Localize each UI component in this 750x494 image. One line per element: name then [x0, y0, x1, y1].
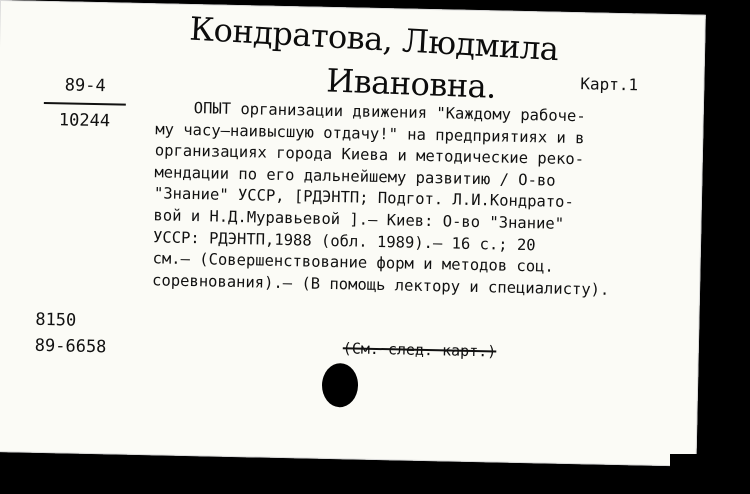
struck-continuation-note	[343, 339, 497, 360]
punch-hole-icon	[322, 363, 359, 408]
description-line: му часу–наивысшую отдачу!" на предприятиях и в	[155, 119, 585, 147]
scan-corner	[670, 454, 750, 494]
description-line: см.– (Совершенствование форм и методов соц.	[152, 249, 555, 276]
bibliographic-description	[152, 97, 696, 303]
author-handwritten-line1: Кондратова, Людмила	[188, 9, 560, 69]
description-line: мендации по его дальнейшему развитию / О-во	[154, 163, 556, 190]
description-line: УССР: РДЭНТП,1988 (обл. 1989).– 16 с.; 20	[152, 227, 536, 254]
description-line: вой и Н.Д.Муравьевой ].– Киев: О-во "Знание"	[153, 206, 565, 233]
description-line: соревнования).– (В помощь лектору и специалисту).	[151, 271, 610, 299]
shelf-code-upper: 89-4	[64, 75, 106, 97]
inventory-code-2: 89-6658	[34, 335, 107, 358]
card-number: Карт.1	[580, 74, 639, 95]
description-line: организациях города Киева и методические реко-	[154, 141, 585, 169]
description-line: "Знание" УССР, [РДЭНТП; Подгот. Л.И.Кондрато-	[153, 184, 575, 212]
shelf-code-lower: 10244	[58, 110, 111, 132]
struck-note-text: (См. след. карт.)	[342, 339, 497, 361]
description-line: ОПЫТ организации движения "Каждому рабоче-	[193, 99, 586, 126]
inventory-codes	[34, 307, 107, 360]
fraction-divider	[44, 102, 126, 106]
inventory-code-1: 8150	[35, 309, 77, 331]
shelf-code-fraction	[43, 75, 126, 132]
author-handwritten-line2: Ивановна.	[325, 61, 497, 106]
